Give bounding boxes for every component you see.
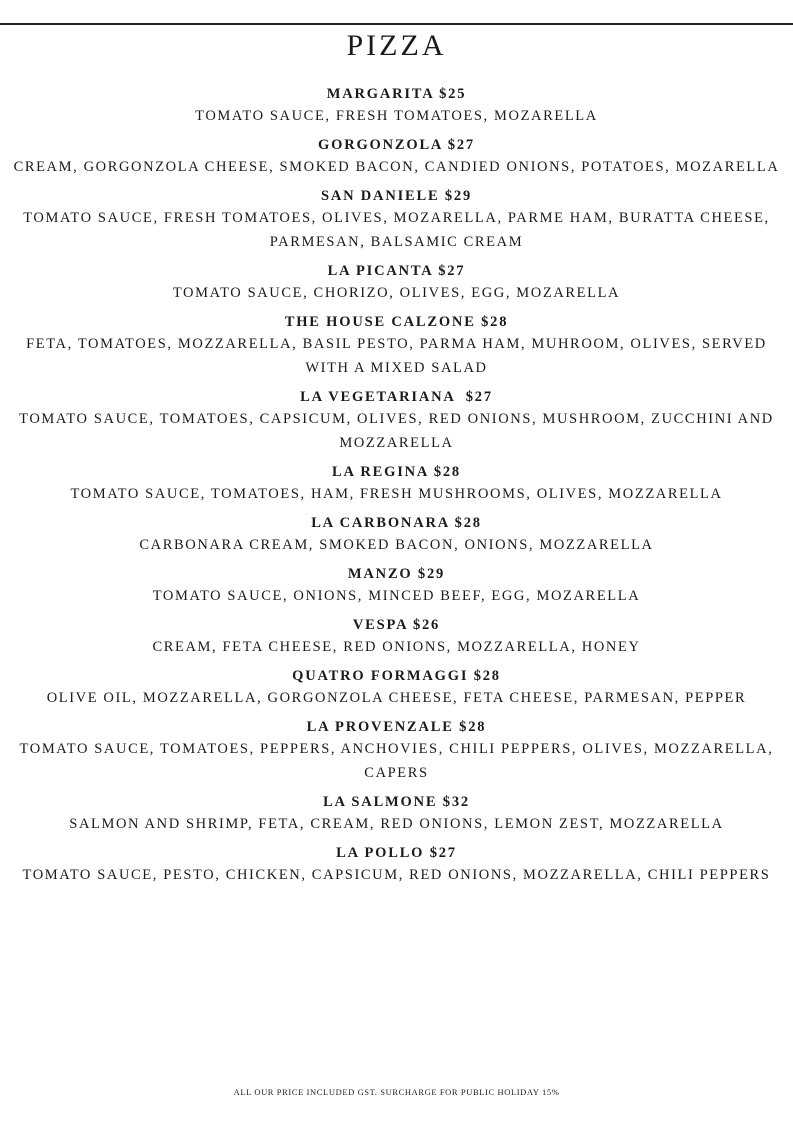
menu-item-description: CARBONARA CREAM, SMOKED BACON, ONIONS, MOZZARELLA: [139, 537, 654, 553]
menu-item-name: THE HOUSE CALZONE $28: [284, 314, 509, 330]
menu-item: [0, 387, 793, 455]
menu-item: [0, 135, 793, 179]
menu-item-description: TOMATO SAUCE, FRESH TOMATOES, OLIVES, MOZARELLA, PARME HAM, BURATTA CHEESE, PARMESAN, BALSAMIC CREAM: [23, 210, 770, 250]
menu-item-name: LA PROVENZALE $28: [306, 719, 487, 735]
menu-item: [0, 666, 793, 710]
price-footnote: ALL OUR PRICE INCLUDED GST. SURCHARGE FOR PUBLIC HOLIDAY 15%: [233, 1087, 560, 1097]
menu-item-description: TOMATO SAUCE, TOMATOES, HAM, FRESH MUSHROOMS, OLIVES, MOZZARELLA: [70, 486, 723, 502]
top-divider: [0, 23, 793, 25]
menu-item-name: LA POLLO $27: [336, 845, 457, 861]
menu-item: [0, 84, 793, 128]
menu-item-name: VESPA $26: [352, 617, 441, 633]
page-title: PIZZA: [346, 29, 447, 62]
menu-item-name: GORGONZOLA $27: [318, 137, 475, 153]
menu-item-name: LA VEGETARIANA $27: [300, 389, 493, 405]
menu-item-description: CREAM, GORGONZOLA CHEESE, SMOKED BACON, CANDIED ONIONS, POTATOES, MOZARELLA: [13, 159, 780, 175]
menu-item-description: FETA, TOMATOES, MOZZARELLA, BASIL PESTO, PARMA HAM, MUHROOM, OLIVES, SERVED WITH A MIXED SALAD: [26, 336, 767, 376]
menu-item: [0, 513, 793, 557]
menu-item-name: LA SALMONE $32: [323, 794, 470, 810]
menu-item: [0, 564, 793, 608]
menu-item-description: TOMATO SAUCE, FRESH TOMATOES, MOZARELLA: [195, 108, 598, 124]
menu-item-description: TOMATO SAUCE, TOMATOES, CAPSICUM, OLIVES, RED ONIONS, MUSHROOM, ZUCCHINI AND MOZZARELLA: [19, 411, 774, 451]
menu-item-description: TOMATO SAUCE, ONIONS, MINCED BEEF, EGG, MOZARELLA: [152, 588, 641, 604]
menu-item-description: SALMON AND SHRIMP, FETA, CREAM, RED ONIONS, LEMON ZEST, MOZZARELLA: [69, 816, 724, 832]
menu-item-name: LA PICANTA $27: [327, 263, 466, 279]
menu-item-name: LA REGINA $28: [332, 464, 461, 480]
menu-item: [0, 615, 793, 659]
menu-item-name: MARGARITA $25: [326, 86, 467, 102]
menu-item: [0, 843, 793, 887]
menu-item: [0, 717, 793, 785]
menu-item: [0, 186, 793, 254]
menu-item-name: QUATRO FORMAGGI $28: [292, 668, 501, 684]
menu-item-description: TOMATO SAUCE, TOMATOES, PEPPERS, ANCHOVIES, CHILI PEPPERS, OLIVES, MOZZARELLA, CAPERS: [19, 741, 774, 781]
menu-item: [0, 792, 793, 836]
menu-item-description: TOMATO SAUCE, CHORIZO, OLIVES, EGG, MOZARELLA: [172, 285, 621, 301]
menu-item: [0, 312, 793, 380]
menu-item-name: SAN DANIELE $29: [320, 188, 473, 204]
menu-item-name: LA CARBONARA $28: [311, 515, 482, 531]
menu-item: [0, 462, 793, 506]
menu-item-name: MANZO $29: [347, 566, 446, 582]
menu-item-description: TOMATO SAUCE, PESTO, CHICKEN, CAPSICUM, RED ONIONS, MOZZARELLA, CHILI PEPPERS: [22, 867, 771, 883]
menu-list: [0, 84, 793, 894]
menu-item-description: CREAM, FETA CHEESE, RED ONIONS, MOZZARELLA, HONEY: [152, 639, 641, 655]
menu-item: [0, 261, 793, 305]
menu-item-description: OLIVE OIL, MOZZARELLA, GORGONZOLA CHEESE, FETA CHEESE, PARMESAN, PEPPER: [46, 690, 747, 706]
